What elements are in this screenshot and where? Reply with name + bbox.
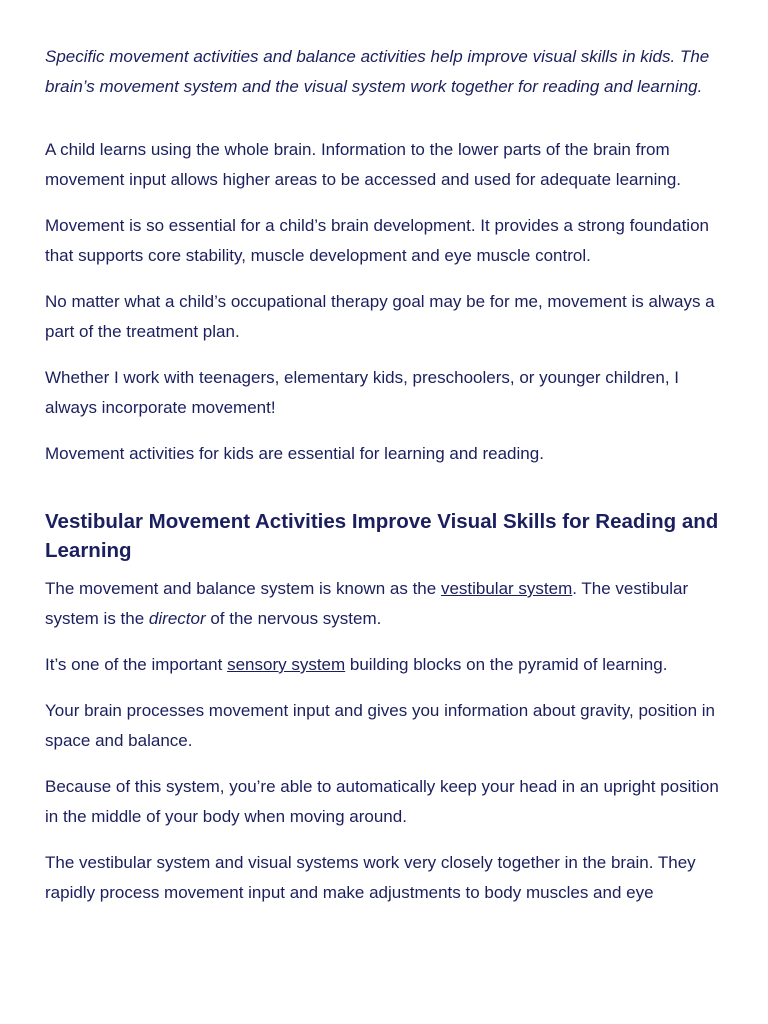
text-segment: building blocks on the pyramid of learning. (345, 655, 668, 674)
paragraph-whole-brain: A child learns using the whole brain. Information to the lower parts of the brain from movement input allows higher areas to be accessed and used for adequate learning. (45, 140, 682, 189)
paragraph-movement-input: Your brain processes movement input and gives you information about gravity, position in space and balance. (45, 701, 715, 750)
text-segment: It’s one of the important (45, 655, 228, 674)
paragraph-visual-systems: The vestibular system and visual systems work very closely together in the brain. They rapidly process movement input and make adjustments to body muscles and eye (45, 853, 696, 902)
sensory-system-link[interactable]: sensory system (227, 655, 346, 674)
paragraph-essential: Movement activities for kids are essential for learning and reading. (45, 444, 544, 463)
paragraph-brain-development: Movement is so essential for a child’s brain development. It provides a strong foundation that supports core stability, muscle development and eye muscle control. (45, 216, 709, 265)
director-emphasis: director (148, 609, 206, 628)
paragraph-vestibular-system (45, 574, 725, 634)
paragraph-sensory-system (45, 650, 725, 680)
section-heading: Vestibular Movement Activities Improve Visual Skills for Reading and Learning (45, 510, 719, 562)
vestibular-system-link[interactable]: vestibular system (440, 579, 573, 598)
intro-text: Specific movement activities and balance activities help improve visual skills in kids. The brain’s movement system and the visual system work together for reading and learning. (45, 47, 710, 96)
text-segment: . The vestibular system is the (45, 579, 689, 628)
text-segment: of the nervous system. (205, 609, 382, 628)
paragraph-treatment-plan: No matter what a child’s occupational therapy goal may be for me, movement is always a part of the treatment plan. (45, 292, 715, 341)
paragraph-upright-head: Because of this system, you’re able to automatically keep your head in an upright position in the middle of your body when moving around. (45, 777, 719, 826)
text-segment: The movement and balance system is known as the (45, 579, 441, 598)
paragraph-incorporate-movement: Whether I work with teenagers, elementary kids, preschoolers, or younger children, I always incorporate movement! (45, 368, 680, 417)
